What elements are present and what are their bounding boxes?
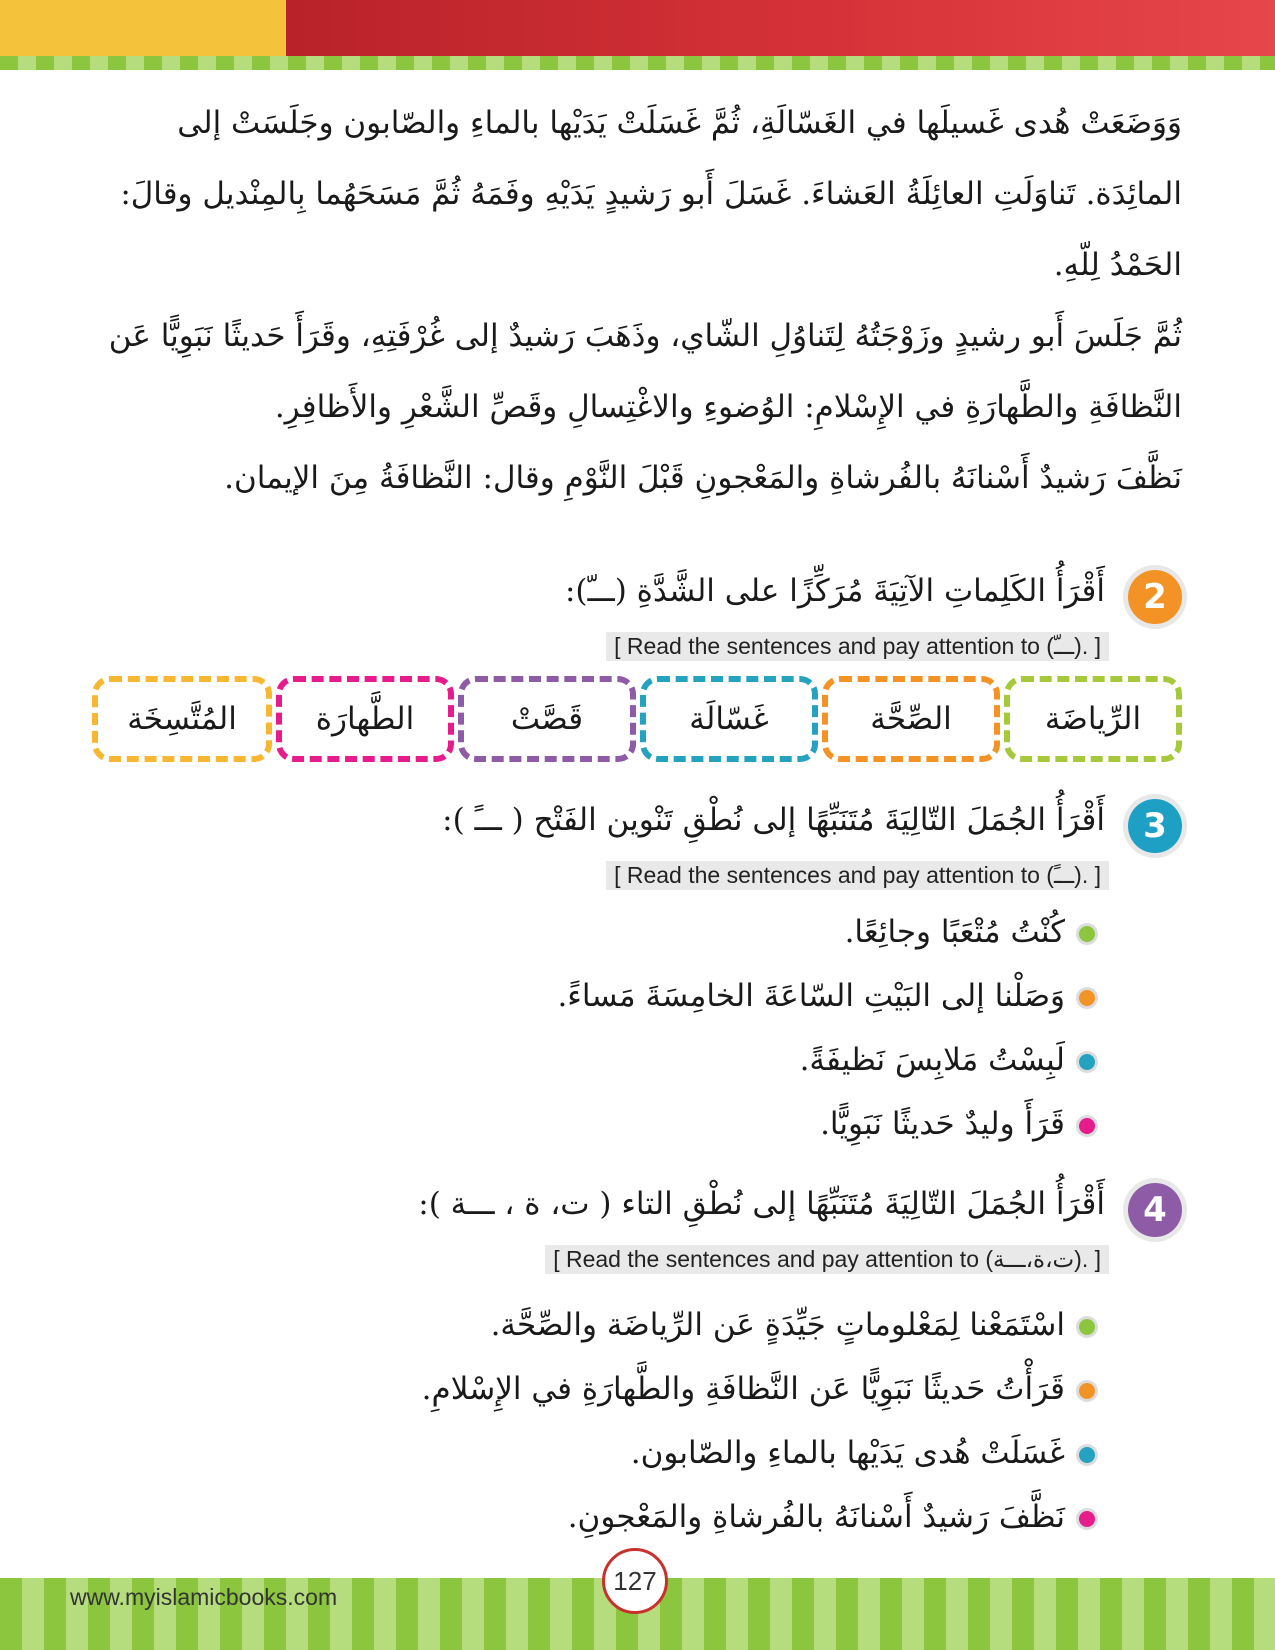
- website-url[interactable]: www.myislamicbooks.com: [70, 1584, 338, 1610]
- exercise-4-sentence: [422, 1363, 1095, 1415]
- word-box-label: المُتَّسِخَة: [127, 701, 237, 737]
- exercise-2-badge: 2: [1128, 570, 1182, 624]
- bullet-dot-icon: [1079, 1447, 1095, 1463]
- sentence-text: نَظَّفَ رَشيدٌ أَسْنانَهُ بالفُرشاةِ والمَعْجونِ.: [567, 1499, 1065, 1535]
- exercise-3-sentence: [820, 1098, 1095, 1150]
- word-box-label: الصِّحَّة: [870, 701, 952, 737]
- top-stripe: [0, 56, 1275, 70]
- exercise-4-sentence: [631, 1427, 1095, 1479]
- word-box-label: الطَّهارَة: [315, 701, 415, 737]
- exercise-4-title: أَقْرَأُ الجُمَلَ التّالِيَةَ مُتَنَبِّهًا إلى نُطْقِ التاء ( ت، ة ، ـــة ):: [418, 1186, 1105, 1222]
- sentence-text: كُنْتُ مُتْعَبًا وجائِعًا.: [844, 914, 1065, 950]
- story-paragraph-2: ثُمَّ جَلَسَ أَبو رشيدٍ وزَوْجَتُهُ لِتَناوُلِ الشّاي، وذَهَبَ رَشيدٌ إلى غُرْفَتِهِ، وقَرَأَ حَديثًا نَبَوِيًّا عَن النَّظافَةِ والطَّهارَةِ في الإِسْلامِ: الوُضوءِ والاغْتِسالِ وقَصِّ الشَّعْرِ والأَظافِرِ.: [108, 318, 1182, 425]
- exercise-4-badge: 4: [1128, 1183, 1182, 1237]
- word-box-mutasikha: [92, 676, 272, 762]
- exercise-2-title: أَقْرَأُ الكَلِماتِ الآتِيَةَ مُرَكِّزًا على الشَّدَّةِ (ـــّ):: [564, 573, 1105, 609]
- sentence-text: اسْتَمَعْنا لِمَعْلوماتٍ جَيِّدَةٍ عَن الرِّياضَة والصِّحَّة.: [490, 1307, 1065, 1343]
- bullet-dot-icon: [1079, 1383, 1095, 1399]
- word-box-label: الرِّياضَة: [1044, 701, 1142, 737]
- sentence-text: قَرَأَ وليدٌ حَديثًا نَبَوِيًّا.: [820, 1106, 1065, 1142]
- sentence-text: غَسَلَتْ هُدى يَدَيْها بالماءِ والصّابون.: [630, 1435, 1065, 1471]
- exercise-4-sentence: [491, 1299, 1095, 1351]
- exercise-4-subtitle: [ Read the sentences and pay attention to (ت،ة،ـــة). ]: [545, 1245, 1109, 1274]
- exercise-3-sentence: [557, 970, 1095, 1022]
- word-box-qassat: [458, 676, 636, 762]
- word-box-ghassala: [640, 676, 818, 762]
- top-banner: [0, 0, 1275, 56]
- page-number: 127: [602, 1548, 668, 1614]
- sentence-text: قَرَأْتُ حَديثًا نَبَوِيًّا عَن النَّظافَةِ والطَّهارَةِ في الإِسْلامِ.: [421, 1371, 1065, 1407]
- word-box-label: قَصَّتْ: [510, 701, 584, 737]
- bullet-dot-icon: [1079, 1118, 1095, 1134]
- bullet-dot-icon: [1079, 1054, 1095, 1070]
- top-banner-yellow: [0, 0, 286, 56]
- story-paragraph-3: نَظَّفَ رَشيدٌ أَسْنانَهُ بالفُرشاةِ والمَعْجونِ قَبْلَ النَّوْمِ وقال: النَّظافَةُ مِنَ الإيمان.: [224, 460, 1182, 496]
- bullet-dot-icon: [1079, 926, 1095, 942]
- exercise-4-sentence: [568, 1491, 1095, 1543]
- bullet-dot-icon: [1079, 1511, 1095, 1527]
- word-box-tahara: [276, 676, 454, 762]
- exercise-3-subtitle: [ Read the sentences and pay attention to (ـــً). ]: [606, 861, 1109, 890]
- sentence-text: لَبِسْتُ مَلابِسَ نَظيفَةً.: [799, 1042, 1065, 1078]
- sentence-text: وَصَلْنا إلى البَيْتِ السّاعَةَ الخامِسَةَ مَساءً.: [557, 978, 1065, 1014]
- top-banner-red: [286, 0, 1275, 56]
- word-box-sihha: [822, 676, 1000, 762]
- exercise-2-subtitle: [ Read the sentences and pay attention to (ـــّ). ]: [606, 632, 1109, 661]
- shadda-word-boxes: [92, 676, 1182, 770]
- exercise-3-sentence: [845, 906, 1095, 958]
- exercise-3-badge: 3: [1128, 799, 1182, 853]
- bullet-dot-icon: [1079, 1319, 1095, 1335]
- exercise-3-sentence: [800, 1034, 1095, 1086]
- exercise-3-title: أَقْرَأُ الجُمَلَ التّالِيَةَ مُتَنَبِّهًا إلى نُطْقِ تَنْوين الفَتْح ( ـــً ):: [442, 802, 1105, 838]
- story-paragraph-1: وَوَضَعَتْ هُدى غَسيلَها في الغَسّالَةِ، ثُمَّ غَسَلَتْ يَدَيْها بالماءِ والصّابون وجَلَسَتْ إلى المائِدَة. تَناوَلَتِ العائِلَةُ العَشاءَ. غَسَلَ أَبو رَشيدٍ يَدَيْهِ وفَمَهُ ثُمَّ مَسَحَهُما بِالمِنْديل وقالَ: الحَمْدُ لِلّهِ.: [120, 105, 1182, 283]
- word-box-riyada: [1004, 676, 1182, 762]
- word-box-label: غَسّالَة: [689, 701, 769, 737]
- bullet-dot-icon: [1079, 990, 1095, 1006]
